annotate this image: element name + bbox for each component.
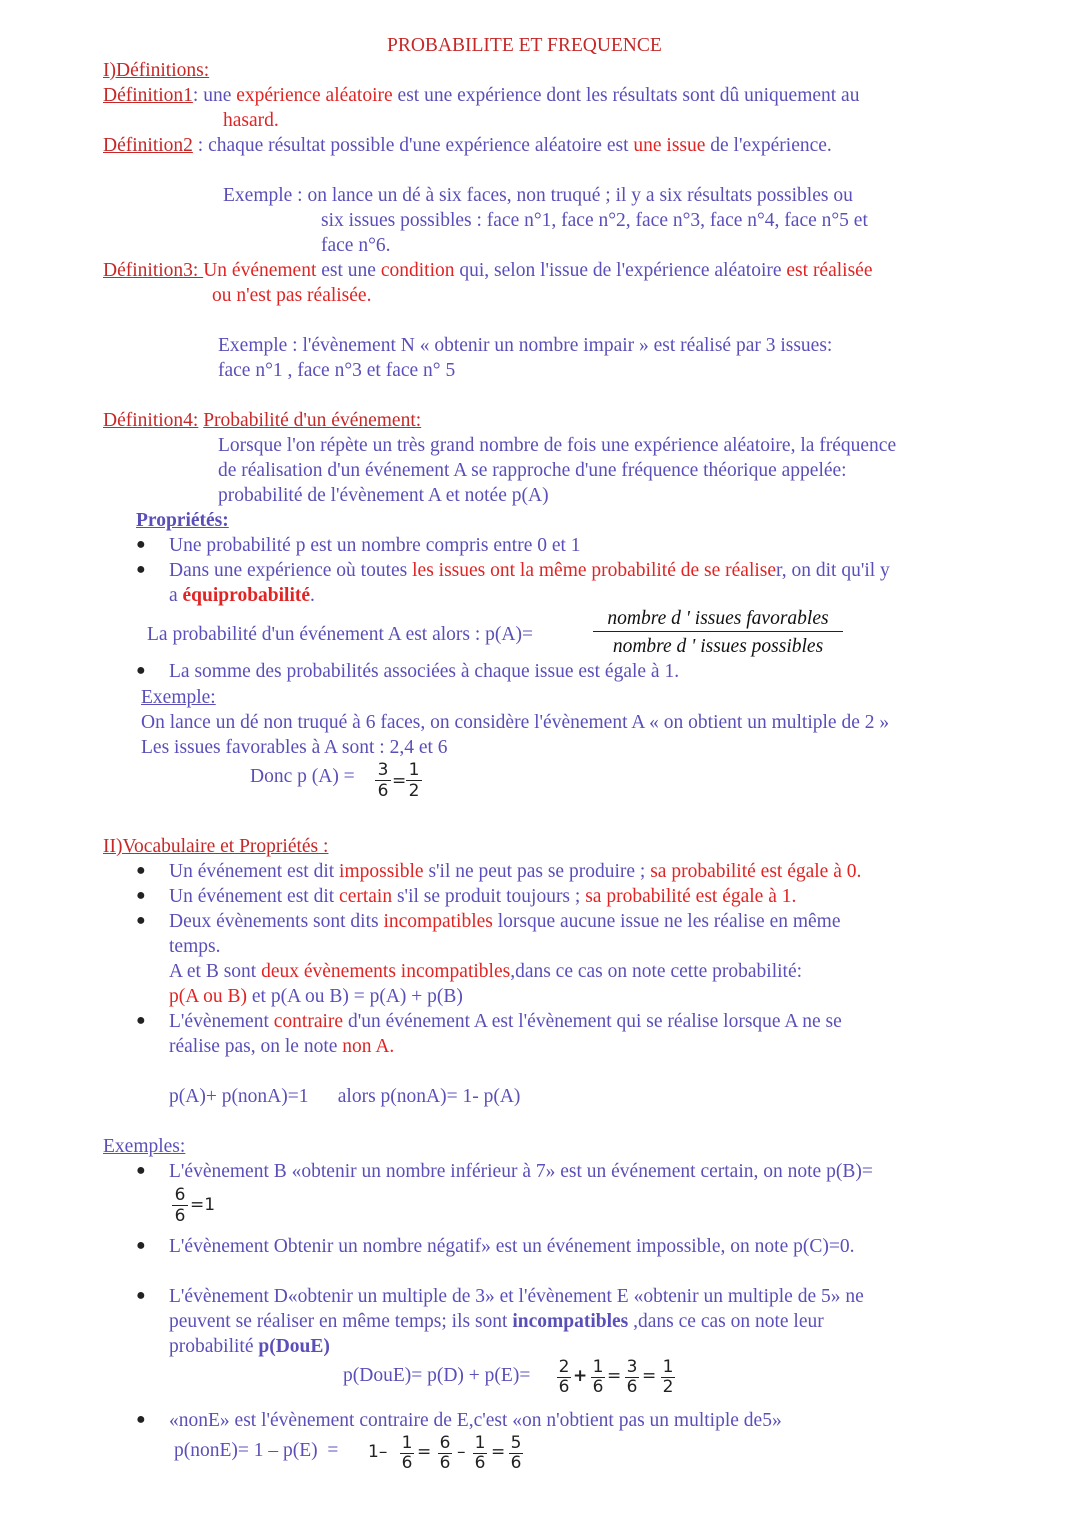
keyword: p(DouE) <box>258 1336 330 1357</box>
example-1-line2: six issues possibles : face n°1, face n°2, face n°3, face n°4, face n°5 et <box>321 210 868 231</box>
keyword: contraire <box>273 1011 344 1032</box>
bullet-icon: ● <box>136 536 146 553</box>
text: Un événement est dit <box>169 861 340 882</box>
denominator: 6 <box>626 1377 638 1397</box>
numerator: 1 <box>474 1433 486 1453</box>
vocab-3-line1 <box>169 909 841 934</box>
definition-3-label: Définition3: <box>103 260 204 281</box>
page-title: PROBABILITE ET FREQUENCE <box>387 35 662 56</box>
text: ,dans ce cas on note cette probabilité: <box>510 961 803 982</box>
example-2-line1: Exemple : l'évènement N « obtenir un nombre impair » est réalisé par 3 issues: <box>218 335 833 356</box>
text: réalise pas, on le note <box>169 1036 343 1057</box>
contrary-formula-2: p(nonE)= 1 – p(E) = <box>174 1440 344 1461</box>
minus-sign: – <box>457 1442 466 1462</box>
text: peuvent se réaliser en même temps; ils sont <box>169 1311 513 1332</box>
fraction <box>591 1358 605 1397</box>
denominator: 2 <box>408 781 420 801</box>
fraction-3-6 <box>375 760 391 801</box>
definition-2-label: Définition2 <box>103 135 193 156</box>
property-2-line1 <box>169 558 890 583</box>
fraction-6-6 <box>172 1185 188 1226</box>
definition-4-line3: probabilité de l'évènement A et notée p(A) <box>218 485 549 506</box>
bullet-icon: ● <box>136 1237 146 1254</box>
example-2-line2: face n°1 , face n°3 et face n° 5 <box>218 360 456 381</box>
keyword: sa probabilité est égale à 1. <box>585 886 797 907</box>
text: L'évènement <box>169 1011 274 1032</box>
example-3-heading: Exemple: <box>141 687 216 708</box>
one-minus: 1– <box>368 1442 388 1462</box>
bullet-icon: ● <box>136 887 146 904</box>
text: Un événement est dit <box>169 886 340 907</box>
bullet-icon: ● <box>136 1411 146 1428</box>
fraction <box>661 1358 675 1397</box>
keyword: certain <box>339 886 393 907</box>
text: : une <box>192 85 237 106</box>
bullet-icon: ● <box>136 912 146 929</box>
text: lorsque aucune issue ne les réalise en même <box>492 911 841 932</box>
keyword: condition <box>380 260 455 281</box>
plus-sign: + <box>573 1366 588 1386</box>
numerator: 3 <box>626 1357 638 1377</box>
definition-3-line1 <box>103 258 872 283</box>
equals-sign: = <box>392 771 407 791</box>
keyword: impossible <box>339 861 424 882</box>
bullet-icon: ● <box>136 1012 146 1029</box>
definition-3-line2: ou n'est pas réalisée. <box>212 285 372 306</box>
vocab-4-line2 <box>169 1034 394 1059</box>
text: probabilité <box>169 1336 259 1357</box>
equals-sign: = <box>642 1366 657 1386</box>
example-impossible: L'évènement Obtenir un nombre négatif» est un événement impossible, on note p(C)=0. <box>169 1236 855 1257</box>
denominator: 2 <box>662 1377 674 1397</box>
keyword: expérience aléatoire <box>236 85 393 106</box>
section-1-heading: I)Définitions: <box>103 60 210 81</box>
example-incompatible-line3 <box>169 1334 330 1359</box>
definition-2-line <box>103 133 832 158</box>
vocab-3-line3 <box>169 959 802 984</box>
bullet-icon: ● <box>136 1162 146 1179</box>
numerator: 6 <box>174 1185 186 1205</box>
denominator: 6 <box>474 1453 486 1473</box>
contrary-formula-math <box>368 1434 528 1476</box>
text: s'il ne peut pas se produire ; <box>423 861 651 882</box>
definition-4-label: Définition4: <box>103 410 199 431</box>
vocab-3-line4 <box>169 984 463 1009</box>
keyword: Un événement <box>203 260 317 281</box>
example-1-line3: face n°6. <box>321 235 391 256</box>
fraction <box>438 1434 452 1473</box>
text: . <box>310 585 315 606</box>
example-incompatible-line2 <box>169 1309 824 1334</box>
keyword: deux évènements incompatibles <box>261 961 511 982</box>
example-contrary-line1: «nonE» est l'évènement contraire de E,c'est «on n'obtient pas un multiple de5» <box>169 1410 782 1431</box>
denominator: 6 <box>510 1453 522 1473</box>
vocab-4-line1 <box>169 1009 842 1034</box>
text: Dans une expérience où toutes <box>169 560 413 581</box>
text: : chaque résultat possible d'une expérience aléatoire est <box>192 135 634 156</box>
definition-1-line2: hasard. <box>223 110 279 131</box>
section-2-heading: II)Vocabulaire et Propriétés : <box>103 836 329 857</box>
example-incompatible-line1: L'évènement D«obtenir un multiple de 3» et l'évènement E «obtenir un multiple de 5» ne <box>169 1286 864 1307</box>
keyword: une issue <box>633 135 706 156</box>
numerator: 1 <box>401 1433 413 1453</box>
fraction <box>625 1358 639 1397</box>
numerator: 3 <box>377 760 389 780</box>
text: de l'expérience. <box>705 135 832 156</box>
formula-denominator: nombre d ' issues possibles <box>612 636 824 657</box>
denominator: 6 <box>377 781 389 801</box>
text: est une expérience dont les résultats sont dû uniquement au <box>392 85 860 106</box>
bullet-icon: ● <box>136 561 146 578</box>
examples-heading: Exemples: <box>103 1136 186 1157</box>
fraction <box>509 1434 523 1473</box>
definition-4-heading <box>103 408 421 433</box>
denominator: 6 <box>401 1453 413 1473</box>
keyword: sa probabilité est égale à 0. <box>650 861 862 882</box>
denominator: 6 <box>558 1377 570 1397</box>
definition-4-title: Probabilité d'un événement: <box>203 410 422 431</box>
keyword: équiprobabilité <box>182 585 311 606</box>
denominator: 6 <box>174 1206 186 1226</box>
text: qui, selon l'issue de l'expérience aléatoire <box>454 260 787 281</box>
text: et p(A ou B) = p(A) + p(B) <box>247 986 463 1007</box>
text: A et B sont <box>169 961 262 982</box>
definition-1-line1 <box>103 83 859 108</box>
text: a <box>169 585 183 606</box>
keyword: est réalisée <box>786 260 873 281</box>
definition-4-line2: de réalisation d'un événement A se rapproche d'une fréquence théorique appelée: <box>218 460 847 481</box>
fraction-1-2 <box>406 760 422 801</box>
fraction <box>473 1434 487 1473</box>
keyword: incompatibles <box>383 911 493 932</box>
fraction <box>400 1434 414 1473</box>
formula-label: La probabilité d'un événement A est alors : p(A)= <box>147 624 533 645</box>
properties-heading: Propriétés: <box>136 510 229 531</box>
example-3-line1: On lance un dé non truqué à 6 faces, on considère l'évènement A « on obtient un multiple de 2 » <box>141 712 890 733</box>
incompatible-formula: p(DouE)= p(D) + p(E)= <box>343 1365 531 1386</box>
fraction-bar <box>593 631 843 632</box>
formula-fraction <box>593 607 843 659</box>
definition-4-line1: Lorsque l'on répète un très grand nombre de fois une expérience aléatoire, la fréquence <box>218 435 897 456</box>
incompatible-formula-math <box>557 1358 687 1400</box>
numerator: 2 <box>558 1357 570 1377</box>
fraction <box>557 1358 571 1397</box>
equals-sign: = <box>607 1366 622 1386</box>
numerator: 6 <box>439 1433 451 1453</box>
vocab-2 <box>169 884 796 909</box>
numerator: 5 <box>510 1433 522 1453</box>
keyword: non A. <box>342 1036 395 1057</box>
keyword: p(A ou B) <box>169 986 247 1007</box>
formula-numerator: nombre d ' issues favorables <box>607 608 829 629</box>
contrary-formula: p(A)+ p(nonA)=1 alors p(nonA)= 1- p(A) <box>169 1086 521 1107</box>
text: est une <box>316 260 381 281</box>
keyword: les issues ont la même probabilité de se réalise <box>412 560 777 581</box>
bullet-icon: ● <box>136 1287 146 1304</box>
text: Deux évènements sont dits <box>169 911 384 932</box>
property-3: La somme des probabilités associées à chaque issue est égale à 1. <box>169 661 680 682</box>
definition-1-label: Définition1 <box>103 85 193 106</box>
text: r, on dit qu'il y <box>776 560 890 581</box>
example-3-line2: Les issues favorables à A sont : 2,4 et 6 <box>141 737 448 758</box>
numerator: 1 <box>592 1357 604 1377</box>
example-1-line1: Exemple : on lance un dé à six faces, non truqué ; il y a six résultats possibles ou <box>223 185 853 206</box>
bullet-icon: ● <box>136 862 146 879</box>
property-1: Une probabilité p est un nombre compris entre 0 et 1 <box>169 535 581 556</box>
equals-sign: = <box>491 1442 506 1462</box>
numerator: 1 <box>662 1357 674 1377</box>
example-3-line3: Donc p (A) = <box>250 766 355 787</box>
bullet-icon: ● <box>136 662 146 679</box>
equals-one: =1 <box>190 1195 216 1215</box>
numerator: 1 <box>408 760 420 780</box>
text: s'il se produit toujours ; <box>392 886 586 907</box>
equals-sign: = <box>417 1442 432 1462</box>
denominator: 6 <box>439 1453 451 1473</box>
denominator: 6 <box>592 1377 604 1397</box>
keyword: incompatibles <box>512 1311 629 1332</box>
text: ,dans ce cas on note leur <box>628 1311 824 1332</box>
text: d'un événement A est l'évènement qui se réalise lorsque A ne se <box>343 1011 842 1032</box>
vocab-3-line2: temps. <box>169 936 221 957</box>
vocab-1 <box>169 859 861 884</box>
example-certain: L'évènement B «obtenir un nombre inférieur à 7» est un événement certain, on note p(B)= <box>169 1161 873 1182</box>
property-2-line2 <box>169 583 315 608</box>
